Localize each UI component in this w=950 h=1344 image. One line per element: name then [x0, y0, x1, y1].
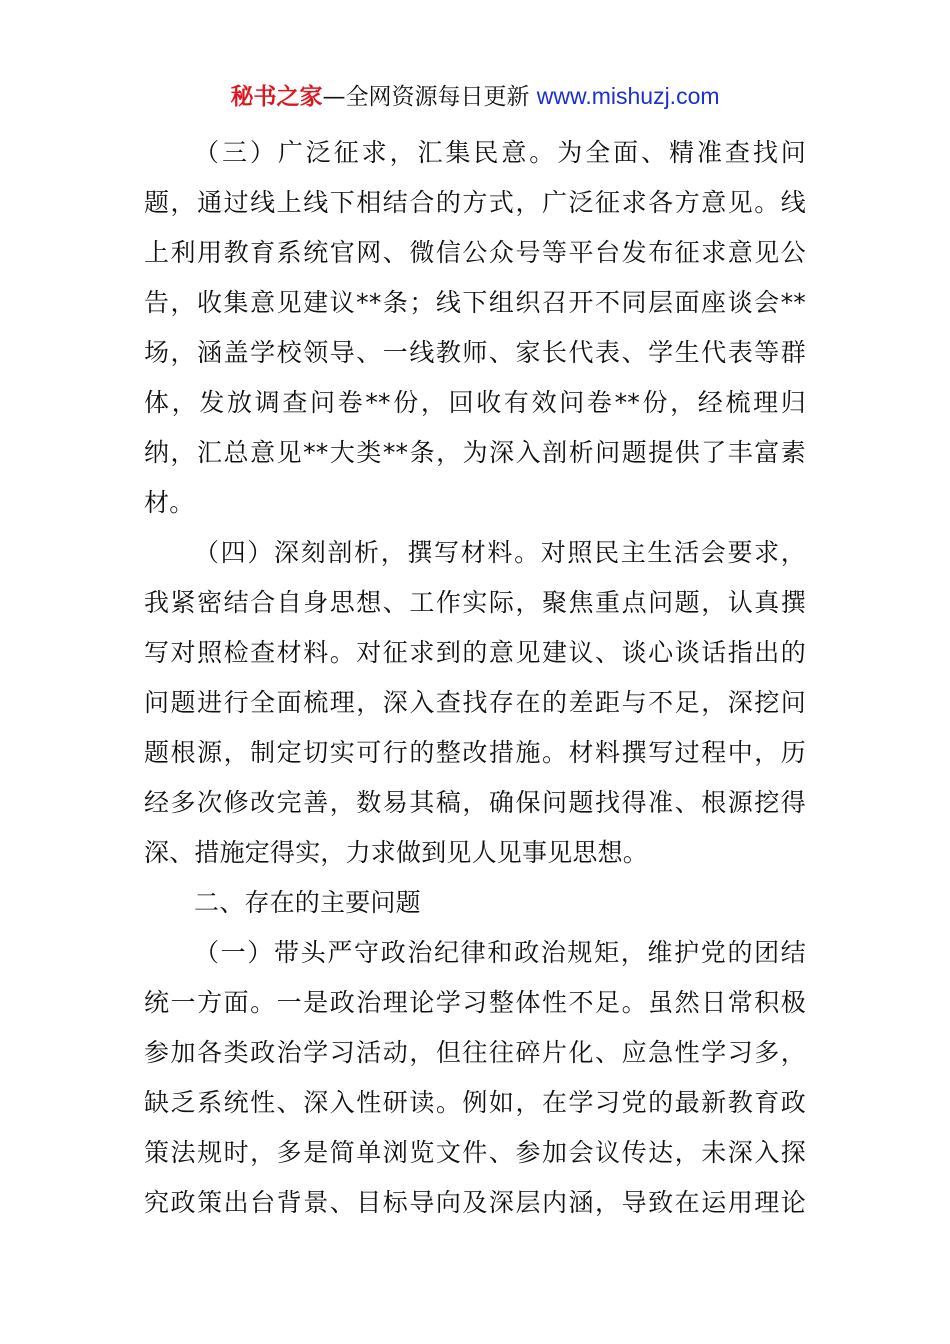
site-url-link[interactable]: www.mishuzj.com — [536, 83, 720, 109]
document-body — [144, 128, 806, 1228]
text-line: 深、措施定得实，力求做到见人见事见思想。 — [144, 838, 649, 867]
text-line: 写对照检查材料。对征求到的意见建议、谈心谈话指出的 — [144, 638, 806, 667]
section-heading: 二、存在的主要问题 — [194, 888, 421, 917]
site-brand: 秘书之家 — [230, 84, 323, 110]
text-line: 题根源，制定切实可行的整改措施。材料撰写过程中，历 — [144, 738, 806, 767]
text-line: 上利用教育系统官网、微信公众号等平台发布征求意见公 — [144, 238, 806, 267]
text-line: 统一方面。一是政治理论学习整体性不足。虽然日常积极 — [144, 988, 806, 1017]
text-line: 我紧密结合自身思想、工作实际，聚焦重点问题，认真撰 — [144, 588, 806, 617]
text-line: 纳，汇总意见**大类**条，为深入剖析问题提供了丰富素 — [144, 438, 806, 467]
text-line: 缺乏系统性、深入性研读。例如，在学习党的最新教育政 — [144, 1088, 806, 1117]
text-line: 究政策出台背景、目标导向及深层内涵，导致在运用理论 — [144, 1188, 806, 1217]
text-line: 场，涵盖学校领导、一线教师、家长代表、学生代表等群 — [144, 338, 806, 367]
site-tagline: —全网资源每日更新 — [322, 84, 537, 110]
text-line: 告，收集意见建议**条；线下组织召开不同层面座谈会** — [144, 288, 806, 317]
text-line: 问题进行全面梳理，深入查找存在的差距与不足，深挖问 — [144, 688, 806, 717]
section-heading-main-problems — [144, 878, 806, 928]
text-line: （一）带头严守政治纪律和政治规矩，维护党的团结 — [194, 938, 806, 967]
text-line: 题，通过线上线下相结合的方式，广泛征求各方意见。线 — [144, 188, 806, 217]
text-line: 策法规时，多是简单浏览文件、参加会议传达，未深入探 — [144, 1138, 806, 1167]
paragraph-deep-analysis — [144, 528, 806, 878]
text-line: （四）深刻剖析，撰写材料。对照民主生活会要求， — [194, 538, 806, 567]
text-line: 材。 — [144, 488, 195, 517]
text-line: 体，发放调查问卷**份，回收有效问卷**份，经梳理归 — [144, 388, 806, 417]
text-line: 经多次修改完善，数易其稿，确保问题找得准、根源挖得 — [144, 788, 806, 817]
text-line: （三）广泛征求，汇集民意。为全面、精准查找问 — [194, 138, 806, 167]
paragraph-solicit-opinions — [144, 128, 806, 528]
page-header — [0, 80, 950, 113]
text-line: 参加各类政治学习活动，但往往碎片化、应急性学习多， — [144, 1038, 806, 1067]
paragraph-political-discipline — [144, 928, 806, 1228]
